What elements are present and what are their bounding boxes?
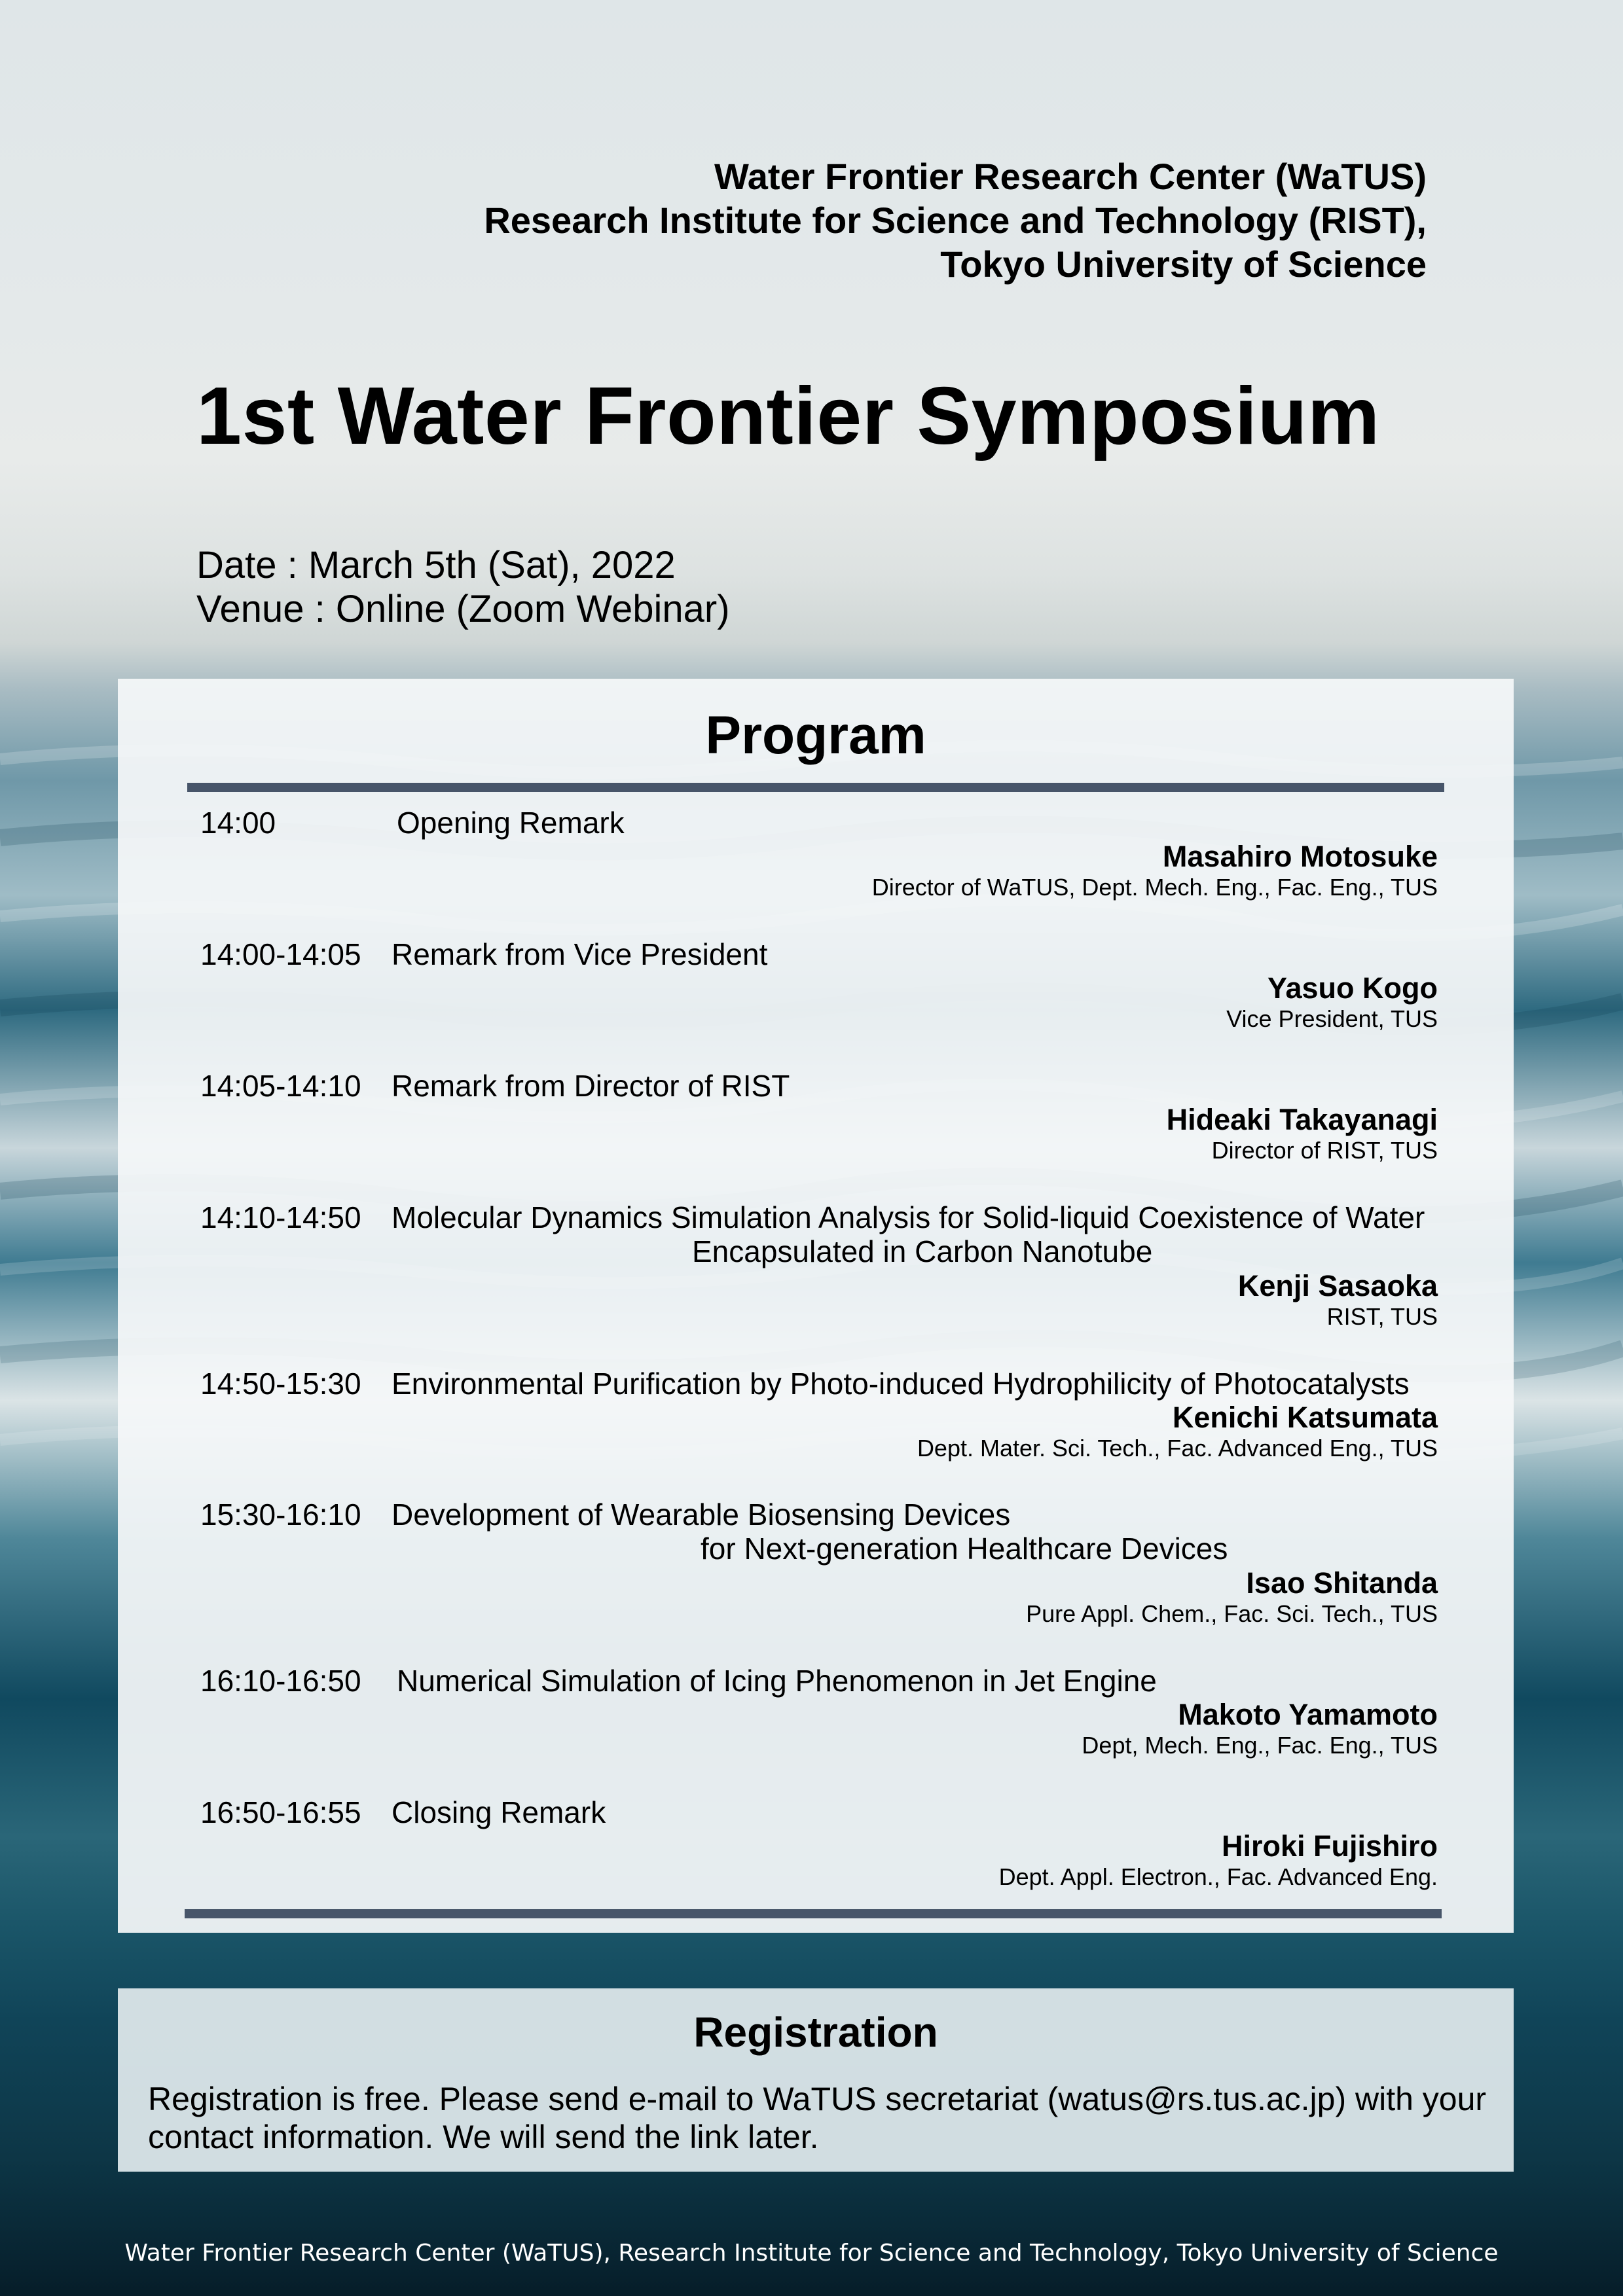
session-affiliation: Director of WaTUS, Dept. Mech. Eng., Fac. Eng., TUS bbox=[871, 874, 1438, 901]
session-time: 16:10-16:50 bbox=[200, 1664, 361, 1698]
session-speaker: Isao Shitanda bbox=[1246, 1566, 1438, 1600]
session-title: Remark from Vice President bbox=[392, 937, 768, 971]
session-title-line-2: Encapsulated in Carbon Nanotube bbox=[692, 1234, 1153, 1268]
session-speaker: Kenichi Katsumata bbox=[1172, 1401, 1438, 1434]
session-time: 14:00 bbox=[200, 806, 276, 840]
session-title: Development of Wearable Biosensing Devices bbox=[392, 1498, 1011, 1532]
session-time: 14:10-14:50 bbox=[200, 1200, 361, 1234]
program-top-rule bbox=[187, 783, 1444, 792]
organization-header bbox=[484, 154, 1427, 286]
session-speaker: Kenji Sasaoka bbox=[1237, 1269, 1438, 1302]
program-bottom-rule bbox=[185, 1909, 1442, 1918]
session-title: Molecular Dynamics Simulation Analysis for Solid-liquid Coexistence of Water bbox=[392, 1200, 1425, 1234]
event-venue: Venue : Online (Zoom Webinar) bbox=[196, 588, 730, 630]
session-speaker: Makoto Yamamoto bbox=[1178, 1698, 1438, 1731]
session-affiliation: Dept. Appl. Electron., Fac. Advanced Eng. bbox=[998, 1863, 1438, 1890]
session-time: 14:05-14:10 bbox=[200, 1069, 361, 1103]
session-affiliation: Dept, Mech. Eng., Fac. Eng., TUS bbox=[1082, 1732, 1438, 1759]
session-speaker: Hideaki Takayanagi bbox=[1166, 1103, 1438, 1136]
session-time: 16:50-16:55 bbox=[200, 1795, 361, 1829]
event-details bbox=[196, 543, 730, 631]
session-affiliation: Pure Appl. Chem., Fac. Sci. Tech., TUS bbox=[1026, 1600, 1438, 1627]
footer-text: Water Frontier Research Center (WaTUS), Research Institute for Science and Technology, Tokyo University of Science bbox=[124, 2240, 1499, 2267]
session-title: Closing Remark bbox=[392, 1795, 606, 1829]
session-time: 14:00-14:05 bbox=[200, 937, 361, 971]
registration-heading: Registration bbox=[693, 2009, 938, 2056]
registration-panel bbox=[118, 1988, 1514, 2172]
session-title: Environmental Purification by Photo-induced Hydrophilicity of Photocatalysts bbox=[392, 1367, 1410, 1401]
program-heading: Program bbox=[705, 706, 926, 765]
session-time: 15:30-16:10 bbox=[200, 1498, 361, 1532]
symposium-title: 1st Water Frontier Symposium bbox=[196, 371, 1380, 461]
session-speaker: Yasuo Kogo bbox=[1267, 971, 1438, 1005]
event-date: Date : March 5th (Sat), 2022 bbox=[196, 544, 676, 586]
session-speaker: Hiroki Fujishiro bbox=[1221, 1829, 1438, 1863]
session-title-line-2: for Next-generation Healthcare Devices bbox=[701, 1532, 1228, 1566]
session-affiliation: Vice President, TUS bbox=[1226, 1005, 1438, 1032]
session-title: Opening Remark bbox=[397, 806, 625, 840]
org-line-2: Research Institute for Science and Technology (RIST), bbox=[484, 200, 1427, 241]
session-affiliation: RIST, TUS bbox=[1326, 1303, 1438, 1330]
org-line-3: Tokyo University of Science bbox=[940, 243, 1427, 285]
session-title: Numerical Simulation of Icing Phenomenon in Jet Engine bbox=[397, 1664, 1157, 1698]
program-panel bbox=[118, 679, 1514, 1933]
session-affiliation: Dept. Mater. Sci. Tech., Fac. Advanced Eng., TUS bbox=[917, 1435, 1438, 1462]
session-speaker: Masahiro Motosuke bbox=[1162, 840, 1438, 873]
session-time: 14:50-15:30 bbox=[200, 1367, 361, 1401]
org-line-1: Water Frontier Research Center (WaTUS) bbox=[714, 156, 1427, 197]
registration-text: Registration is free. Please send e-mail to WaTUS secretariat (watus@rs.tus.ac.jp) with your contact information. We will send the link later. bbox=[148, 2081, 1487, 2155]
session-affiliation: Director of RIST, TUS bbox=[1211, 1137, 1438, 1164]
session-title: Remark from Director of RIST bbox=[392, 1069, 790, 1103]
